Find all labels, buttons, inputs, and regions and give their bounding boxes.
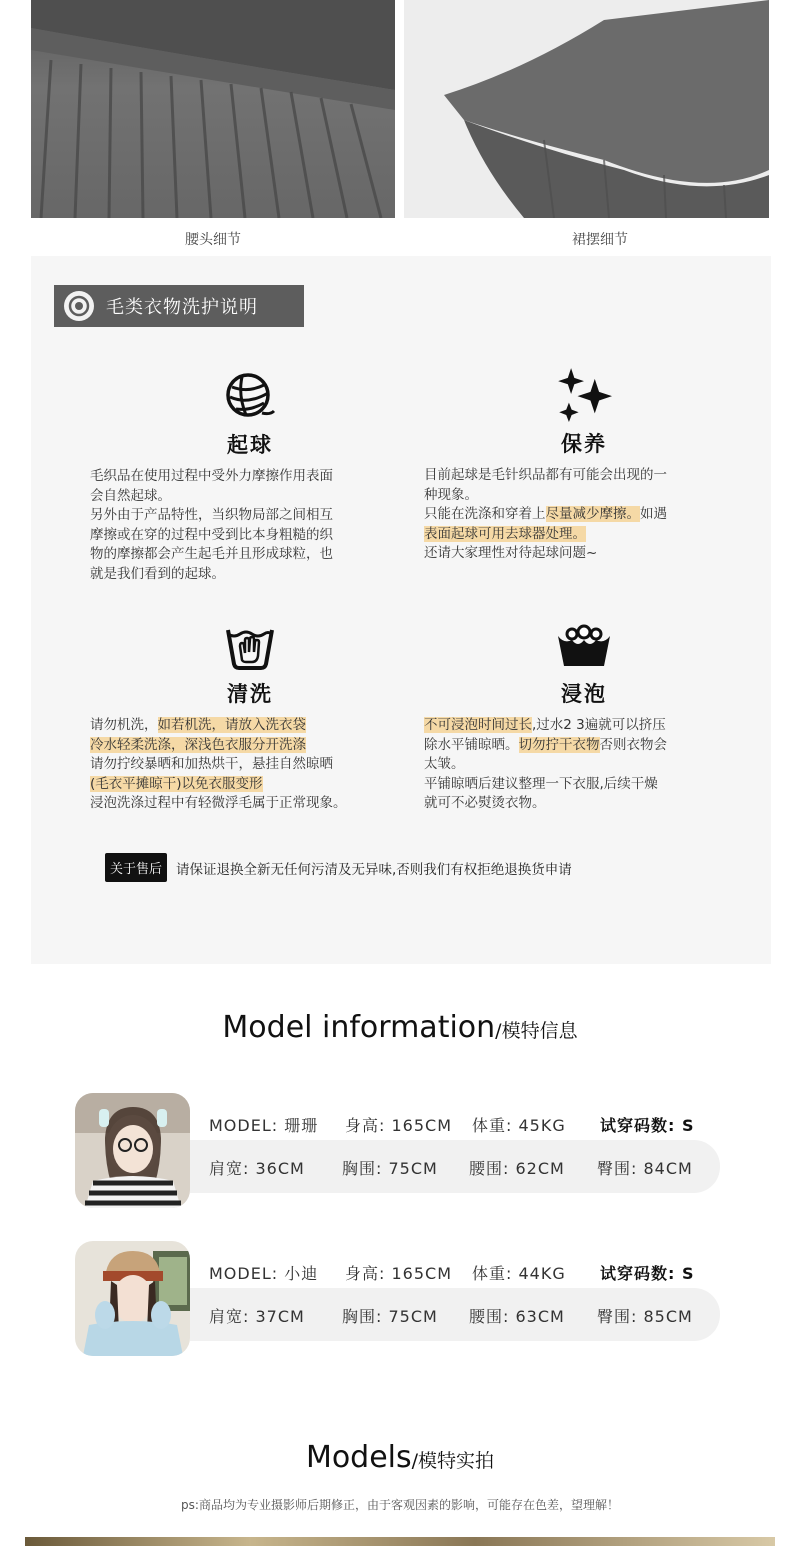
hem-illustration xyxy=(404,0,769,218)
care-block-maintenance xyxy=(424,366,744,564)
soaking-line: 平铺晾晒后建议整理一下衣服,后续干燥 xyxy=(424,775,658,792)
soaking-text xyxy=(424,716,744,814)
hand-wash-icon xyxy=(224,620,276,672)
model-shoulder: 肩宽: 37CM xyxy=(209,1307,305,1326)
color-disclaimer: ps:商品均为专业摄影师后期修正，由于客观因素的影响，可能存在色差，望理解！ xyxy=(181,1498,619,1512)
maintenance-heading: 保养 xyxy=(561,432,607,456)
pilling-heading: 起球 xyxy=(227,433,273,457)
care-header xyxy=(54,285,304,327)
model-size: 试穿码数: S xyxy=(600,1116,695,1135)
sparkle-icon xyxy=(556,366,612,422)
washing-heading: 清洗 xyxy=(227,682,273,706)
soaking-text-segment: ,过水2 3遍就可以挤压 xyxy=(532,717,666,733)
model-info-title-cn: /模特信息 xyxy=(495,1020,578,1042)
maintenance-text-segment: 只能在洗涤和穿着上 xyxy=(424,506,546,522)
model-weight: 体重: 45KG xyxy=(472,1116,566,1135)
care-instructions-card xyxy=(31,256,771,964)
care-block-soaking xyxy=(424,620,744,814)
maintenance-line: 目前起球是毛针织品都有可能会出现的一 xyxy=(424,467,667,483)
model-avatar xyxy=(75,1241,190,1356)
model-info-title-en: Model information xyxy=(222,1010,496,1045)
pilling-line: 毛织品在使用过程中受外力摩擦作用表面 xyxy=(90,468,333,484)
model-real-shot-photo xyxy=(25,1537,775,1546)
model-bust: 胸围: 75CM xyxy=(342,1307,438,1326)
after-sale-tag: 关于售后 xyxy=(105,853,167,882)
washing-line xyxy=(90,775,410,795)
soaking-text-segment: 除水平铺晾晒。 xyxy=(424,736,519,753)
models-title-cn: /模特实拍 xyxy=(411,1450,495,1472)
model-stats-bottom xyxy=(209,1156,693,1179)
highlight-text: 冷水轻柔洗涤，深浅色衣服分开洗涤 xyxy=(90,736,306,753)
washing-line: 请勿拧绞暴晒和加热烘干，悬挂自然晾晒 xyxy=(90,756,333,772)
soaking-heading: 浸泡 xyxy=(561,682,607,706)
maintenance-line xyxy=(424,505,744,525)
pilling-line: 另外由于产品特性，当织物局部之间相互 xyxy=(90,507,333,523)
model-weight: 体重: 44KG xyxy=(472,1264,566,1283)
brand-logo-icon xyxy=(64,291,94,321)
model-avatar xyxy=(75,1093,190,1208)
maintenance-text-segment: 如遇 xyxy=(640,506,667,522)
model-shoulder: 肩宽: 36CM xyxy=(209,1159,305,1178)
hem-caption: 裙摆细节 xyxy=(572,232,628,248)
model-photo xyxy=(75,1241,190,1356)
pilling-text xyxy=(90,467,410,584)
maintenance-line: 种现象。 xyxy=(424,486,478,503)
waistband-caption: 腰头细节 xyxy=(185,232,241,248)
soaking-line xyxy=(424,716,744,736)
models-title-en: Models xyxy=(305,1440,412,1475)
waistband-detail-photo xyxy=(31,0,395,218)
pilling-line: 会自然起球。 xyxy=(90,487,171,504)
hem-detail-photo xyxy=(404,0,769,218)
model-name: MODEL: 小迪 xyxy=(209,1264,319,1283)
soaking-line: 太皱。 xyxy=(424,756,465,772)
pilling-line: 就是我们看到的起球。 xyxy=(90,565,225,582)
after-sale-notice xyxy=(105,853,572,882)
models-title xyxy=(0,1440,800,1475)
model-stats-bottom xyxy=(209,1304,693,1327)
model-height: 身高: 165CM xyxy=(345,1116,452,1135)
care-block-washing xyxy=(90,620,410,814)
after-sale-text: 请保证退换全新无任何污清及无异味,否则我们有权拒绝退换货申请 xyxy=(176,861,572,878)
highlight-text: 不可浸泡时间过长 xyxy=(424,717,532,733)
model-waist: 腰围: 62CM xyxy=(469,1159,565,1178)
model-hip: 臀围: 85CM xyxy=(597,1307,693,1326)
model-name: MODEL: 珊珊 xyxy=(209,1116,319,1135)
washing-line xyxy=(90,716,410,736)
washing-line xyxy=(90,736,410,756)
maintenance-line: 还请大家理性对待起球问题~ xyxy=(424,545,598,561)
soaking-line: 就可不必熨烫衣物。 xyxy=(424,795,546,811)
waistband-illustration xyxy=(31,0,395,218)
model-size: 试穿码数: S xyxy=(600,1264,695,1283)
model-bust: 胸围: 75CM xyxy=(342,1159,438,1178)
model-hip: 臀围: 84CM xyxy=(597,1159,693,1178)
pilling-line: 摩擦或在穿的过程中受到比本身粗糙的织 xyxy=(90,526,333,543)
maintenance-text xyxy=(424,466,744,564)
pilling-line: 物的摩擦都会产生起毛并且形成球粒，也 xyxy=(90,546,333,562)
model-row xyxy=(75,1093,720,1209)
washing-line: 浸泡洗涤过程中有轻微浮毛属于正常现象。 xyxy=(90,795,347,811)
highlight-text: 切勿拧干衣物 xyxy=(518,736,600,753)
model-row xyxy=(75,1241,720,1357)
highlight-text: (毛衣平摊晾干)以免衣服变形 xyxy=(90,775,263,792)
highlight-text: 表面起球可用去球器处理。 xyxy=(424,525,586,542)
model-photo xyxy=(75,1093,190,1208)
model-stats-top xyxy=(209,1113,695,1136)
maintenance-line xyxy=(424,525,744,545)
model-waist: 腰围: 63CM xyxy=(469,1307,565,1326)
washing-text xyxy=(90,716,410,814)
model-info-title xyxy=(0,1010,800,1045)
soak-basin-icon xyxy=(556,620,612,672)
care-header-title: 毛类衣物洗护说明 xyxy=(106,297,258,318)
soaking-text-segment: 否则衣物会 xyxy=(599,736,667,753)
model-stats-top xyxy=(209,1261,695,1284)
care-block-pilling xyxy=(90,371,410,584)
highlight-text: 如若机洗，请放入洗衣袋 xyxy=(157,717,306,733)
soaking-line xyxy=(424,736,744,756)
washing-text-segment: 请勿机洗， xyxy=(90,717,158,733)
yarn-ball-icon xyxy=(224,371,276,423)
highlight-text: 尽量减少摩擦。 xyxy=(545,506,640,522)
model-height: 身高: 165CM xyxy=(345,1264,452,1283)
